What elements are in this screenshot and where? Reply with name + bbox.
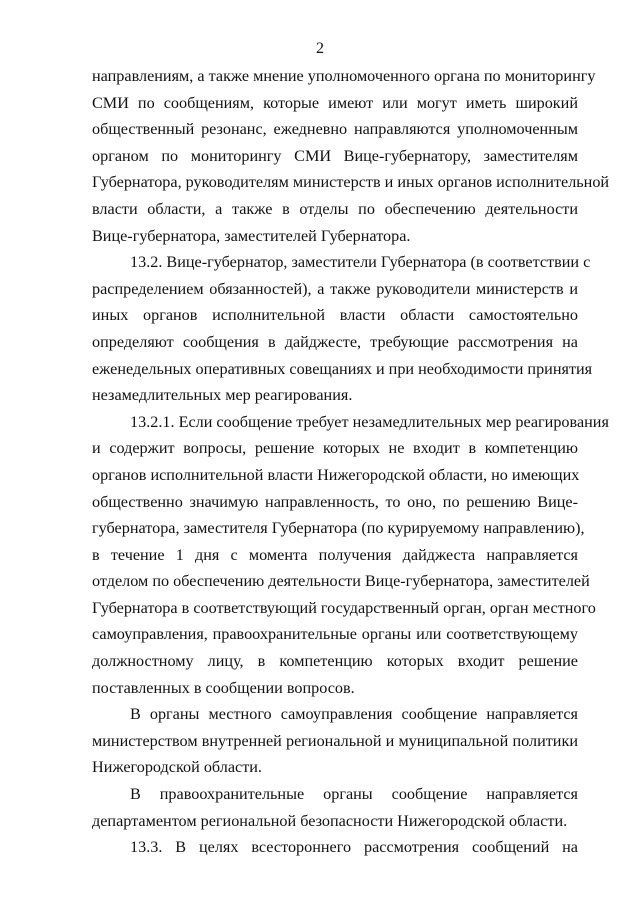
text-line: власти области, а также в отделы по обеспечению деятельности xyxy=(92,199,578,218)
text-line: 13.3. В целях всестороннего рассмотрения сообщений на xyxy=(130,838,578,857)
text-line: незамедлительных мер реагирования. xyxy=(92,386,353,405)
text-line: Нижегородской области. xyxy=(92,758,262,777)
text-line: Вице-губернатора, заместителей Губернатора. xyxy=(92,226,411,245)
text-line: СМИ по сообщениям, которые имеют или могут иметь широкий xyxy=(92,93,578,112)
text-line: общественно значимую направленность, то оно, по решению Вице- xyxy=(92,492,578,511)
document-body xyxy=(92,63,610,861)
text-line: 13.2.1. Если сообщение требует незамедлительных мер реагирования xyxy=(130,412,609,431)
text-line: министерством внутренней региональной и муниципальной политики xyxy=(92,731,578,750)
text-line: в течение 1 дня с момента получения дайджеста направляется xyxy=(92,545,578,564)
text-line: 13.2. Вице-губернатор, заместители Губернатора (в соответствии с xyxy=(130,253,591,272)
text-line: определяют сообщения в дайджесте, требующие рассмотрения на xyxy=(92,332,578,351)
text-line: и содержит вопросы, решение которых не входит в компетенцию xyxy=(92,439,578,458)
text-line: отделом по обеспечению деятельности Вице-губернатора, заместителей xyxy=(92,572,590,591)
text-line: В правоохранительные органы сообщение направляется xyxy=(130,785,578,804)
text-line: самоуправления, правоохранительные органы или соответствующему xyxy=(92,625,578,644)
text-line: губернатора, заместителя Губернатора (по курируемому направлению), xyxy=(92,519,585,538)
text-line: департаментом региональной безопасности Нижегородской области. xyxy=(92,811,568,830)
text-line: общественный резонанс, ежедневно направляются уполномоченным xyxy=(92,120,578,139)
text-line: органом по мониторингу СМИ Вице-губернатору, заместителям xyxy=(92,146,578,165)
text-line: В органы местного самоуправления сообщение направляется xyxy=(130,705,578,724)
text-line: Губернатора, руководителям министерств и иных органов исполнительной xyxy=(92,173,610,192)
text-line: органов исполнительной власти Нижегородской области, но имеющих xyxy=(92,465,580,484)
text-line: поставленных в сообщении вопросов. xyxy=(92,678,355,697)
text-line: иных органов исполнительной власти области самостоятельно xyxy=(92,306,578,325)
text-line: должностному лицу, в компетенцию которых входит решение xyxy=(92,652,578,671)
text-line: направлениям, а также мнение уполномоченного органа по мониторингу xyxy=(92,67,596,85)
text-line: еженедельных оперативных совещаниях и при необходимости принятия xyxy=(92,359,593,378)
text-line: Губернатора в соответствующий государственный орган, орган местного xyxy=(92,598,596,617)
page-number: 2 xyxy=(316,40,324,57)
text-line: распределением обязанностей), а также руководители министерств и xyxy=(92,279,578,298)
